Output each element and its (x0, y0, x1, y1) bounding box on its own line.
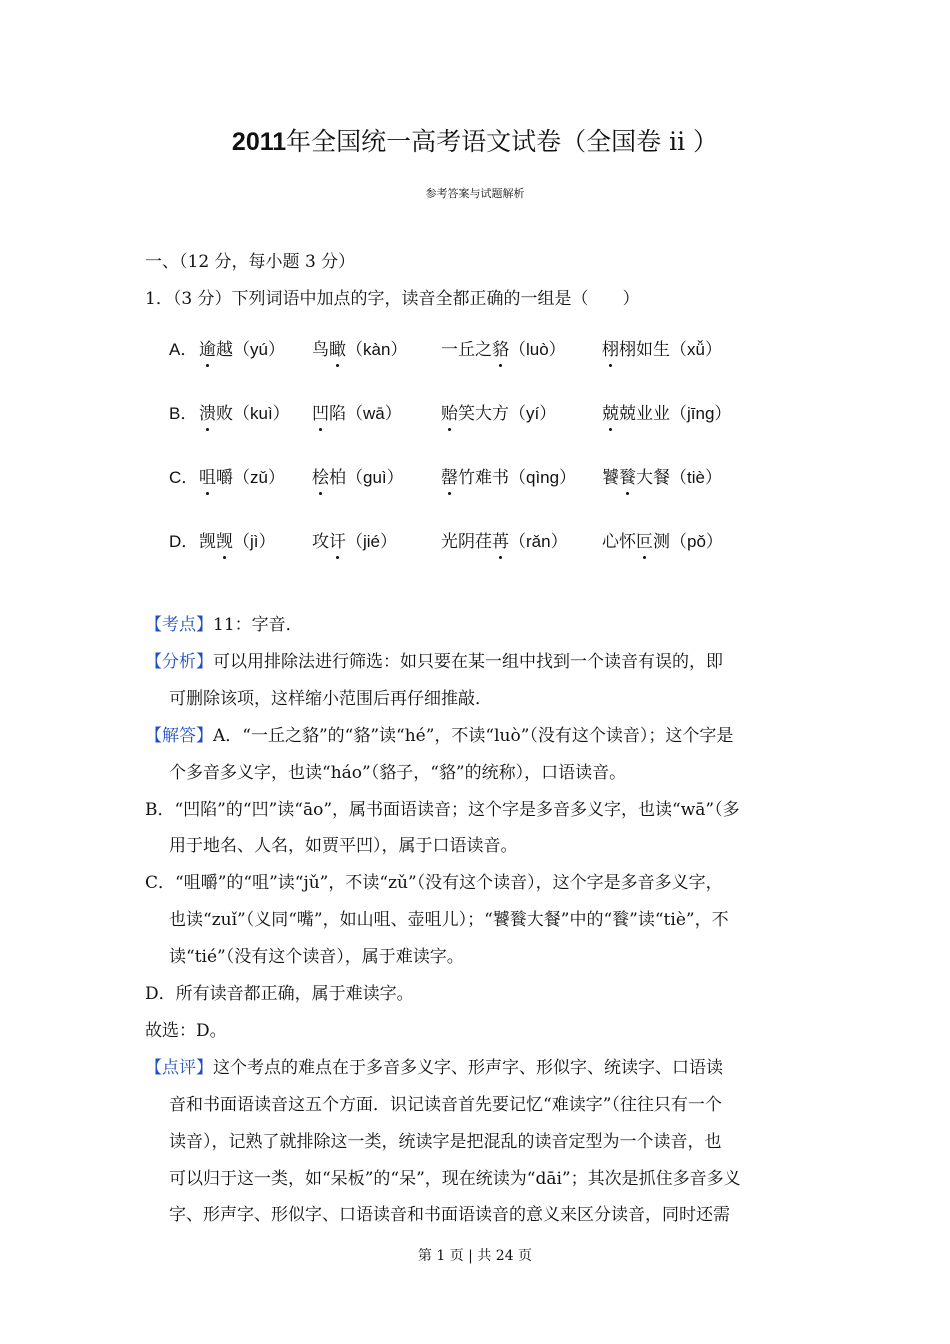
pinyin: （jīng） (670, 404, 732, 423)
pinyin: （zǔ） (233, 468, 285, 487)
text-line (145, 651, 723, 673)
line-text: 这个考点的难点在于多音多义字、形声字、形似字、统读字、口语读 (213, 1057, 723, 1078)
option-word (441, 335, 509, 360)
option-word-text: 鸟瞰 (312, 340, 346, 360)
option-word-text: 贻笑大方 (441, 404, 509, 424)
option-word-text: 咀嚼 (199, 468, 233, 488)
line-text: 音和书面语读音这五个方面．识记读音首先要记忆“难读字”（往往只有一个 (169, 1094, 722, 1115)
option-word-group (312, 527, 397, 552)
option-word-group (441, 399, 556, 424)
option-word-text: 攻讦 (312, 532, 346, 552)
text-line (145, 725, 733, 747)
line-text: 个多音多义字，也读“háo”（貉子，“貉”的统称），口语读音。 (169, 762, 627, 783)
line-text: 可以用排除法进行筛选：如只要在某一组中找到一个读音有误的，即 (213, 651, 723, 672)
option-word-group (441, 463, 576, 488)
line-text: 可删除该项，这样缩小范围后再仔细推敲． (169, 688, 492, 709)
option-word-group (199, 527, 276, 552)
option-word (602, 527, 670, 552)
section-tag: 【解答】 (145, 725, 213, 746)
option-word (602, 335, 670, 360)
title-text: 年全国统一高考语文试卷（全国卷 ii ） (286, 127, 719, 156)
option-word-text: 桧柏 (312, 468, 346, 488)
line-text: 故选：D。 (145, 1020, 227, 1041)
option-word (441, 527, 509, 552)
text-line (169, 1131, 722, 1153)
option-word-text: 心怀叵测 (602, 532, 670, 552)
option-word-group (602, 463, 722, 488)
line-text: A．“一丘之貉”的“貉”读“hé”，不读“luò”（没有这个读音）；这个字是 (213, 725, 734, 746)
line-text: B．“凹陷”的“凹”读“āo”，属书面语读音；这个字是多音多义字，也读“wā”（多 (145, 799, 740, 820)
text-line (145, 1020, 227, 1042)
option-word-group (312, 463, 404, 488)
option-word-group (312, 399, 402, 424)
text-line (169, 762, 626, 784)
option-word-text: 光阴荏苒 (441, 532, 509, 552)
emphasis-dot-icon (643, 556, 646, 559)
line-text: 也读“zuǐ”（义同“嘴”，如山咀、壶咀儿）；“饕餮大餐”中的“餮”读“tiè”，不 (169, 910, 729, 931)
emphasis-dot-icon (206, 428, 209, 431)
pinyin: （qìng） (509, 468, 577, 487)
line-text: D．所有读音都正确，属于难读字。 (145, 984, 414, 1004)
pinyin: （kuì） (233, 404, 290, 423)
emphasis-dot-icon (319, 428, 322, 431)
emphasis-dot-icon (609, 364, 612, 367)
document-title (0, 122, 950, 158)
option-word-text: 凹陷 (312, 404, 346, 424)
emphasis-dot-icon (499, 556, 502, 559)
text-line (145, 614, 303, 636)
option-label: B． (169, 404, 198, 423)
emphasis-dot-icon (609, 428, 612, 431)
option-word (441, 463, 509, 488)
section-tag: 【点评】 (145, 1057, 213, 1078)
pinyin: （luò） (509, 340, 566, 359)
text-line (169, 946, 464, 968)
option-word-group (199, 463, 285, 488)
text-line (169, 1204, 730, 1226)
option-word (312, 399, 346, 424)
option-word-text: 溃败 (199, 404, 233, 424)
line-text: 11：字音． (213, 615, 303, 635)
text-line (169, 688, 492, 710)
option-label: A． (169, 340, 198, 359)
text-line (145, 1057, 723, 1079)
option-label: C． (169, 468, 199, 487)
option-word-group (441, 527, 568, 552)
pinyin: （rǎn） (509, 532, 568, 551)
section-heading: 一、（12 分，每小题 3 分） (145, 252, 356, 272)
title-year: 2011 (231, 128, 287, 156)
pinyin: （kàn） (346, 340, 408, 359)
pinyin: （yí） (509, 404, 557, 423)
emphasis-dot-icon (206, 492, 209, 495)
option-word-text: 一丘之貉 (441, 340, 509, 360)
option-word-text: 饕餮大餐 (602, 468, 670, 488)
emphasis-dot-icon (319, 492, 322, 495)
emphasis-dot-icon (336, 364, 339, 367)
pinyin: （jì） (233, 532, 276, 551)
option-word-text: 罄竹难书 (441, 468, 509, 488)
option-word (602, 463, 670, 488)
option-label: D． (169, 532, 199, 551)
section-tag: 【分析】 (145, 651, 213, 672)
option-word-group (602, 399, 731, 424)
line-text: 字、形声字、形似字、口语读音和书面语读音的意义来区分读音，同时还需 (169, 1205, 730, 1226)
pinyin: （wā） (346, 404, 402, 423)
pinyin: （jié） (346, 532, 398, 551)
line-text: 用于地名、人名，如贾平凹），属于口语读音。 (169, 836, 518, 857)
text-line (169, 1168, 741, 1190)
emphasis-dot-icon (448, 492, 451, 495)
pinyin: （yú） (233, 340, 285, 359)
option-word-text: 兢兢业业 (602, 404, 670, 424)
document-subtitle: 参考答案与试题解析 (425, 187, 525, 200)
option-word-text: 觊觊 (199, 532, 233, 552)
option-word-group (199, 335, 285, 360)
pinyin: （guì） (346, 468, 404, 487)
option-word (312, 335, 346, 360)
pinyin: （tiè） (670, 468, 722, 487)
option-word-group (602, 335, 722, 360)
option-word-group (441, 335, 566, 360)
pinyin: （pǒ） (670, 532, 723, 551)
option-word (312, 527, 346, 552)
text-line (169, 909, 729, 931)
text-line (169, 1094, 722, 1116)
line-text: 读音），记熟了就排除这一类，统读字是把混乱的读音定型为一个读音，也 (169, 1131, 722, 1152)
emphasis-dot-icon (626, 492, 629, 495)
option-word (602, 399, 670, 424)
question-stem: 1．（3 分）下列词语中加点的字，读音全都正确的一组是（ ） (145, 289, 640, 309)
emphasis-dot-icon (336, 556, 339, 559)
line-text: 读“tié”（没有这个读音），属于难读字。 (169, 947, 464, 968)
option-word-text: 逾越 (199, 340, 233, 360)
emphasis-dot-icon (448, 428, 451, 431)
option-word (312, 463, 346, 488)
line-text: 可以归于这一类，如“呆板”的“呆”，现在统读为“dāi”；其次是抓住多音多义 (169, 1168, 741, 1189)
emphasis-dot-icon (499, 364, 502, 367)
option-word (199, 463, 233, 488)
page-footer: 第 1 页 | 共 24 页 (417, 1248, 533, 1264)
option-word (199, 335, 233, 360)
section-tag: 【考点】 (145, 615, 213, 635)
option-word (441, 399, 509, 424)
option-word (199, 527, 233, 552)
emphasis-dot-icon (223, 556, 226, 559)
option-word (199, 399, 233, 424)
text-line (145, 983, 414, 1005)
pinyin: （xǚ） (670, 340, 722, 359)
option-word-text: 栩栩如生 (602, 340, 670, 360)
option-word-group (199, 399, 290, 424)
text-line (145, 799, 740, 821)
text-line (145, 872, 723, 894)
option-word-group (312, 335, 407, 360)
option-word-group (602, 527, 723, 552)
line-text: C．“咀嚼”的“咀”读“jǔ”，不读“zǔ”（没有这个读音），这个字是多音多义字， (145, 873, 723, 894)
emphasis-dot-icon (206, 364, 209, 367)
text-line (169, 835, 518, 857)
